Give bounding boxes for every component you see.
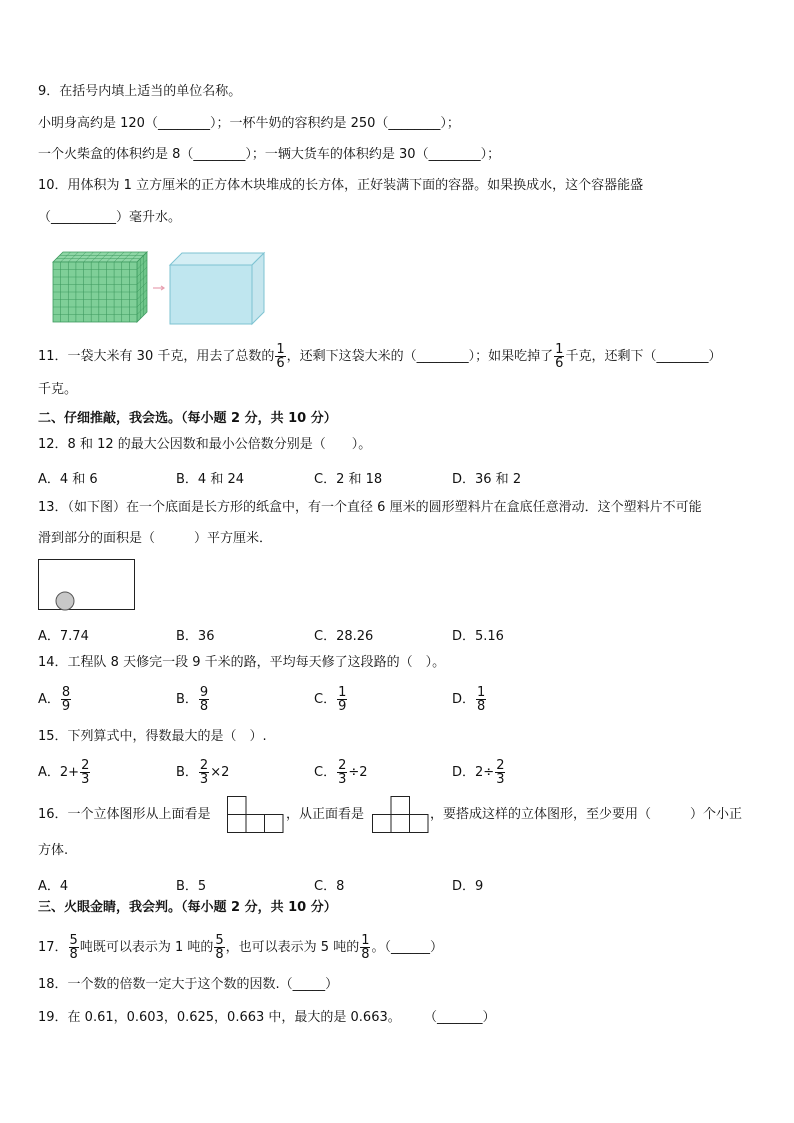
q16-line2: 方体. [38, 843, 69, 858]
fraction: $\frac{8}{9}$ [61, 685, 71, 714]
q16-text-part2: ，从正面看是 [286, 807, 365, 822]
q16-text-part1: 16．一个立体图形从上面看是 [38, 807, 211, 822]
fraction: $\frac{2}{3}$ [199, 758, 209, 787]
q15-stem: 15．下列算式中，得数最大的是（ ）. [38, 729, 267, 744]
q13-option-b[interactable]: B．36 [176, 629, 215, 644]
fraction: $\frac{1}{9}$ [338, 685, 347, 714]
front-view-square [391, 797, 410, 815]
q19-answer-blank[interactable]: （_______） [424, 1010, 496, 1025]
q12-option-d[interactable]: D．36 和 2 [452, 472, 522, 487]
front-view-square [410, 815, 429, 833]
q16-option-b[interactable]: B．5 [176, 879, 207, 894]
q9-line2: 一个火柴盒的体积约是 8（________）；一辆大货车的体积约是 30（________）； [38, 147, 501, 162]
top-view-square [228, 797, 247, 815]
q11-line2: 千克。 [38, 382, 78, 397]
q10-line2: （__________）毫升水。 [38, 210, 182, 225]
q11-text-part3: 千克，还剩下（________） [565, 349, 722, 364]
empty-container [170, 253, 264, 324]
q12-option-b[interactable]: B．4 和 24 [176, 472, 244, 487]
q11-text-part1: 11．一袋大米有 30 千克，用去了总数的 [38, 349, 275, 364]
fraction: $\frac{5}{8}$ [69, 933, 78, 962]
section-2-heading: 二、仔细推敲，我会选。（每小题 2 分，共 10 分） [38, 411, 337, 426]
fraction: $\frac{2}{3}$ [496, 758, 505, 787]
q12-stem: 12．8 和 12 的最大公因数和最小公倍数分别是（ ）。 [38, 437, 372, 452]
paper-box-rectangle [39, 560, 135, 610]
q14-option-b[interactable]: B． $\frac{9}{8}$ [176, 685, 209, 714]
q15-option-a[interactable]: A．2+ $\frac{2}{3}$ [38, 758, 90, 787]
front-view-figure [372, 796, 430, 834]
fraction: $\frac{5}{8}$ [215, 933, 224, 962]
q16-option-a[interactable]: A．4 [38, 879, 69, 894]
q13-line1: 13．（如下图）在一个底面是长方形的纸盒中，有一个直径 6 厘米的圆形塑料片在盒底任意滑动．这个塑料片不可能 [38, 500, 702, 515]
q16-text-part3: ，要搭成这样的立体图形，至少要用（ ）个小正 [430, 807, 743, 822]
q15-option-d[interactable]: D．2÷ $\frac{2}{3}$ [452, 758, 505, 787]
cube-block-and-container-figure [48, 248, 270, 326]
q11-text-part2: ，还剩下这袋大米的（________）；如果吃掉了 [286, 349, 554, 364]
top-view-square [246, 815, 265, 833]
fraction: $\frac{1}{6}$ [276, 342, 285, 371]
arrow-icon [153, 286, 164, 290]
top-view-square [265, 815, 284, 833]
q15-option-c[interactable]: C． $\frac{2}{3}$ ÷2 [314, 758, 368, 787]
q9-title: 9．在括号内填上适当的单位名称。 [38, 84, 242, 99]
q17-line: 17． $\frac{5}{8}$ 吨既可以表示为 1 吨的 $\frac{5}{8}$ ，也可以表示为 5 吨的 $\frac{1}{8}$ 。（______） [38, 933, 443, 962]
q11-line1 [38, 338, 721, 376]
q19-text: 19．在 0.61，0.603，0.625，0.663 中，最大的是 0.663。 [38, 1010, 401, 1025]
q14-option-a[interactable]: A． $\frac{8}{9}$ [38, 685, 71, 714]
q9-line1: 小明身高约是 120（________）；一杯牛奶的容积约是 250（________）； [38, 116, 460, 131]
q13-line2: 滑到部分的面积是（ ）平方厘米． [38, 531, 273, 546]
fraction: $\frac{2}{3}$ [81, 758, 90, 787]
front-view-square [373, 815, 392, 833]
fraction: $\frac{9}{8}$ [199, 685, 209, 714]
q12-option-c[interactable]: C．2 和 18 [314, 472, 383, 487]
top-view-square [228, 815, 247, 833]
q12-option-a[interactable]: A．4 和 6 [38, 472, 98, 487]
q15-option-b[interactable]: B． $\frac{2}{3}$ ×2 [176, 758, 230, 787]
fraction: $\frac{1}{6}$ [555, 342, 564, 371]
q14-stem: 14．工程队 8 天修完一段 9 千米的路，平均每天修了这段路的（ ）。 [38, 655, 446, 670]
top-view-figure [227, 796, 285, 834]
q14-option-c[interactable]: C． $\frac{1}{9}$ [314, 685, 347, 714]
q18-text: 18．一个数的倍数一定大于这个数的因数.（_____） [38, 977, 339, 992]
q14-option-d[interactable]: D． $\frac{1}{8}$ [452, 685, 486, 714]
q13-option-d[interactable]: D．5.16 [452, 629, 504, 644]
q13-option-c[interactable]: C．28.26 [314, 629, 374, 644]
fraction: $\frac{1}{8}$ [477, 685, 486, 714]
plastic-disk [56, 592, 74, 610]
paper-box-with-disk-figure [38, 559, 136, 612]
q16-option-c[interactable]: C．8 [314, 879, 345, 894]
q16-option-d[interactable]: D．9 [452, 879, 484, 894]
section-3-heading: 三、火眼金睛，我会判。（每小题 2 分，共 10 分） [38, 900, 337, 915]
fraction: $\frac{1}{8}$ [361, 933, 370, 962]
q13-option-a[interactable]: A．7.74 [38, 629, 89, 644]
front-view-square [391, 815, 410, 833]
cube-block-grid [53, 252, 147, 322]
fraction: $\frac{2}{3}$ [338, 758, 347, 787]
q10-line1: 10．用体积为 1 立方厘米的正方体木块堆成的长方体，正好装满下面的容器。如果换成水，这个容器能盛 [38, 178, 644, 193]
